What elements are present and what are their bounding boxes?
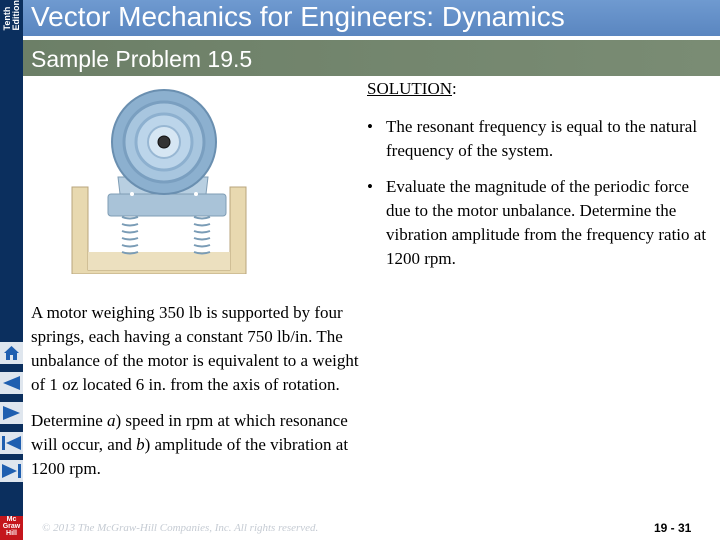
copyright-notice: © 2013 The McGraw-Hill Companies, Inc. All rights reserved. [42, 522, 319, 534]
bullet-symbol: • [367, 177, 373, 196]
problem-paragraph-1: A motor weighing 350 lb is supported by four springs, each having a constant 750 lb/in. The unbalance of the motor is equivalent to a weight of 1 oz located 6 in. from the axis of rotation. [31, 303, 359, 394]
problem-text: Determine [31, 411, 107, 430]
motor-illustration [70, 82, 248, 274]
page-title: Vector Mechanics for Engineers: Dynamics [31, 1, 565, 32]
mcgraw-hill-logo [0, 516, 23, 540]
solution-heading [367, 79, 457, 99]
subtitle-bar [23, 40, 720, 76]
bullet-text: Evaluate the magnitude of the periodic force due to the motor unbalance. Determine the vibration amplitude from the frequency ratio at 1200 rpm. [386, 177, 707, 268]
problem-paragraph-2 [31, 409, 366, 481]
sidebar [0, 0, 23, 540]
logo-line: Hill [6, 530, 17, 537]
solution-heading-colon: : [452, 79, 457, 98]
problem-text: ) amplitude of the vibration at 1200 rpm. [31, 435, 349, 478]
logo-line: Mc [6, 516, 17, 523]
problem-text: ) speed in rpm at which resonance will occur, and [31, 411, 348, 454]
page-subtitle: Sample Problem 19.5 [31, 46, 253, 72]
solution-bullet-list [367, 115, 712, 283]
bullet-text: The resonant frequency is equal to the natural frequency of the system. [386, 117, 698, 160]
spring-right [194, 217, 210, 254]
home-icon[interactable] [0, 342, 23, 364]
logo-line: Graw [2, 523, 21, 530]
edition-label [0, 0, 23, 40]
motor-shaft [158, 136, 170, 148]
solution-heading-text: SOLUTION [367, 79, 452, 98]
problem-statement [31, 301, 366, 493]
spring-left [122, 217, 138, 254]
solution-bullet [367, 115, 712, 163]
back-icon[interactable] [0, 372, 23, 394]
first-icon[interactable] [0, 432, 23, 454]
problem-var-b: b [136, 435, 145, 454]
title-bar [23, 0, 720, 36]
next-icon[interactable] [0, 402, 23, 424]
edition-text: Tenth Edition [1, 0, 21, 31]
last-icon[interactable] [0, 460, 23, 482]
bullet-symbol: • [367, 117, 373, 136]
motor-base [108, 194, 226, 216]
problem-var-a: a [107, 411, 116, 430]
page-number: 19 - 31 [654, 521, 692, 535]
solution-bullet [367, 175, 712, 271]
